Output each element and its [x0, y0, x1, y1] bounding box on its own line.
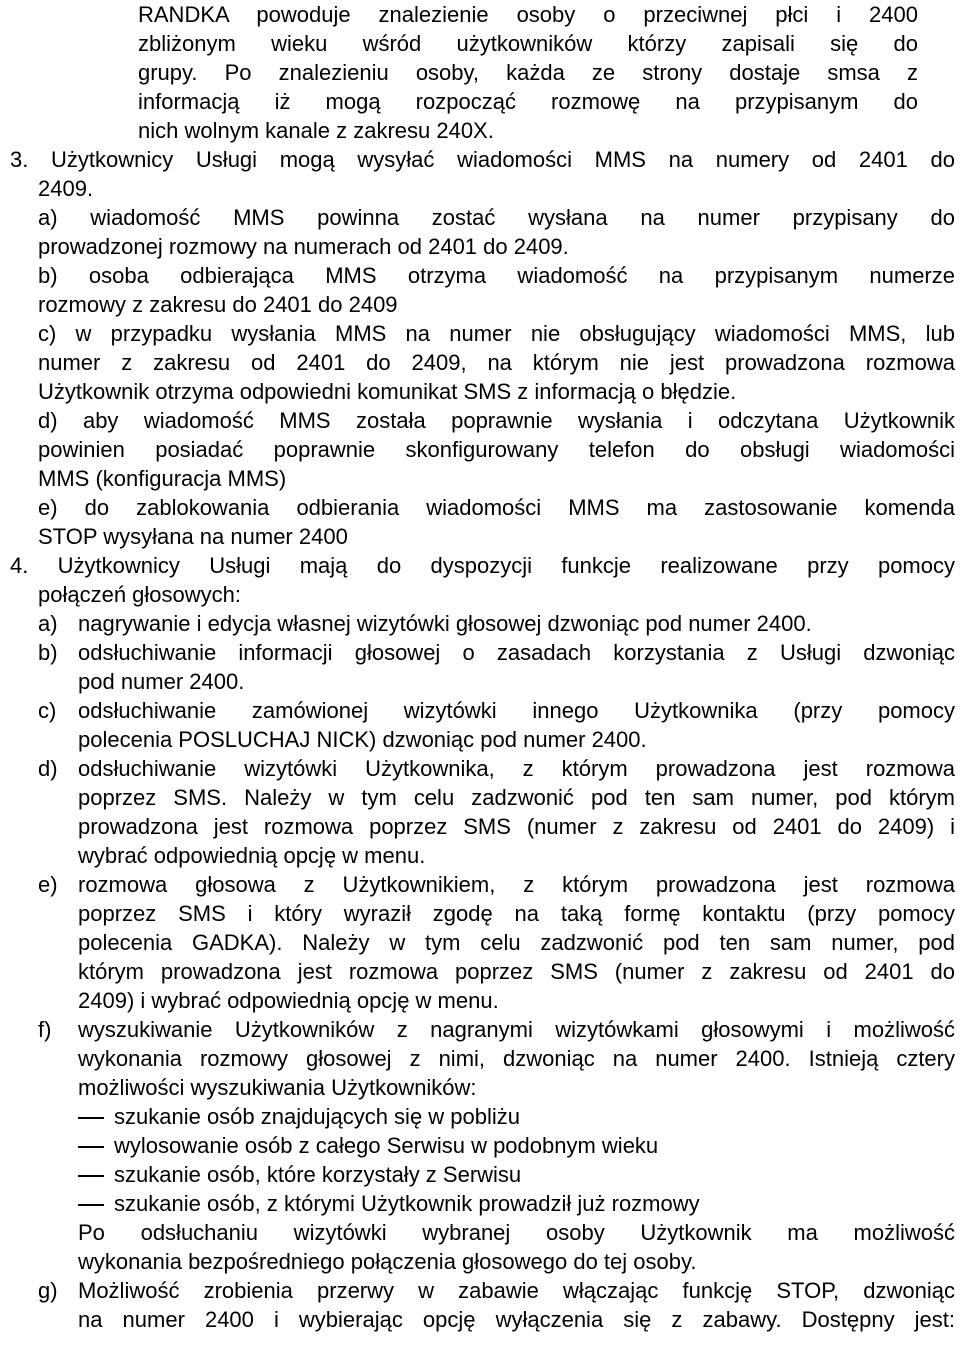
text-line: e)	[38, 872, 58, 897]
text-line: nagrywanie i edycja własnej wizytówki głosowej dzwoniąc pod numer 2400.	[78, 611, 812, 636]
text-line: wylosowanie osób z całego Serwisu w podobnym wieku	[114, 1133, 659, 1158]
text-line: którym prowadzona jest rozmowa poprzez SMS (numer z zakresu od 2401 do	[78, 959, 955, 984]
text-line: RANDKA powoduje znalezienie osoby o przeciwnej płci i 2400	[138, 2, 918, 27]
text-line: połączeń głosowych:	[38, 582, 242, 607]
text-line: polecenia POSLUCHAJ NICK) dzwoniąc pod numer 2400.	[78, 727, 647, 752]
text-line: wyszukiwanie Użytkowników z nagranymi wizytówkami głosowymi i możliwość	[78, 1017, 955, 1042]
text-line: 2409.	[38, 176, 94, 201]
text-line: a)	[38, 611, 58, 636]
text-line: Po odsłuchaniu wizytówki wybranej osoby Użytkownik ma możliwość	[78, 1220, 955, 1245]
text-line: 3. Użytkownicy Usługi mogą wysyłać wiadomości MMS na numery od 2401 do	[10, 147, 955, 172]
text-line: pod numer 2400.	[78, 669, 245, 694]
text-line: polecenia GADKA). Należy w tym celu zadzwonić pod ten sam numer, pod	[78, 930, 955, 955]
text-line: nich wolnym kanale z zakresu 240X.	[138, 118, 494, 143]
text-line: odsłuchiwanie wizytówki Użytkownika, z którym prowadzona jest rozmowa	[78, 756, 955, 781]
text-line: STOP wysyłana na numer 2400	[38, 524, 348, 549]
text-line: prowadzonej rozmowy na numerach od 2401 do 2409.	[38, 234, 569, 259]
list-dash-icon	[78, 1175, 104, 1177]
text-line: prowadzona jest rozmowa poprzez SMS (numer z zakresu od 2401 do 2409) i	[78, 814, 955, 839]
text-line: odsłuchiwanie informacji głosowej o zasadach korzystania z Usługi dzwoniąc	[78, 640, 955, 665]
text-line: e) do zablokowania odbierania wiadomości MMS ma zastosowanie komenda	[38, 495, 955, 520]
text-line: rozmowa głosowa z Użytkownikiem, z którym prowadzona jest rozmowa	[78, 872, 955, 897]
text-line: d) aby wiadomość MMS została poprawnie wysłania i odczytana Użytkownik	[38, 408, 955, 433]
text-line: informacją iż mogą rozpocząć rozmowę na przypisanym do	[138, 89, 918, 114]
text-line: 4. Użytkownicy Usługi mają do dyspozycji funkcje realizowane przy pomocy	[10, 553, 955, 578]
text-line: Użytkownik otrzyma odpowiedni komunikat SMS z informacją o błędzie.	[38, 379, 737, 404]
list-dash-icon	[78, 1146, 104, 1148]
text-line: rozmowy z zakresu do 2401 do 2409	[38, 292, 398, 317]
text-line: c)	[38, 698, 57, 723]
text-line: poprzez SMS. Należy w tym celu zadzwonić pod ten sam numer, pod którym	[78, 785, 955, 810]
text-line: a) wiadomość MMS powinna zostać wysłana na numer przypisany do	[38, 205, 955, 230]
text-line: d)	[38, 756, 58, 781]
list-dash-icon	[78, 1117, 104, 1119]
text-line: b)	[38, 640, 58, 665]
text-line: Możliwość zrobienia przerwy w zabawie włączając funkcję STOP, dzwoniąc	[78, 1278, 955, 1303]
text-line: g)	[38, 1278, 58, 1303]
text-line: b) osoba odbierająca MMS otrzyma wiadomość na przypisanym numerze	[38, 263, 955, 288]
text-line: poprzez SMS i który wyraził zgodę na taką formę kontaktu (przy pomocy	[78, 901, 955, 926]
text-line: wybrać odpowiednią opcję w menu.	[78, 843, 426, 868]
text-line: na numer 2400 i wybierając opcję wyłączenia się z zabawy. Dostępny jest:	[78, 1307, 955, 1332]
text-line: MMS (konfiguracja MMS)	[38, 466, 287, 491]
text-line: f)	[38, 1017, 52, 1042]
text-line: szukanie osób, z którymi Użytkownik prowadził już rozmowy	[114, 1191, 700, 1216]
text-line: powinien posiadać poprawnie skonfigurowany telefon do obsługi wiadomości	[38, 437, 955, 462]
text-line: numer z zakresu od 2401 do 2409, na którym nie jest prowadzona rozmowa	[38, 350, 955, 375]
text-line: c) w przypadku wysłania MMS na numer nie obsługujący wiadomości MMS, lub	[38, 321, 955, 346]
text-line: grupy. Po znalezieniu osoby, każda ze strony dostaje smsa z	[138, 60, 918, 85]
text-line: 2409) i wybrać odpowiednią opcję w menu.	[78, 988, 499, 1013]
text-line: wykonania rozmowy głosowej z nimi, dzwoniąc na numer 2400. Istnieją cztery	[78, 1046, 955, 1071]
text-line: szukanie osób, które korzystały z Serwisu	[114, 1162, 522, 1187]
text-line: szukanie osób znajdujących się w pobliżu	[114, 1104, 521, 1129]
text-line: wykonania bezpośredniego połączenia głosowego do tej osoby.	[78, 1249, 697, 1274]
text-line: możliwości wyszukiwania Użytkowników:	[78, 1075, 477, 1100]
text-line: zbliżonym wieku wśród użytkowników którzy zapisali się do	[138, 31, 918, 56]
list-dash-icon	[78, 1204, 104, 1206]
text-line: odsłuchiwanie zamówionej wizytówki innego Użytkownika (przy pomocy	[78, 698, 955, 723]
